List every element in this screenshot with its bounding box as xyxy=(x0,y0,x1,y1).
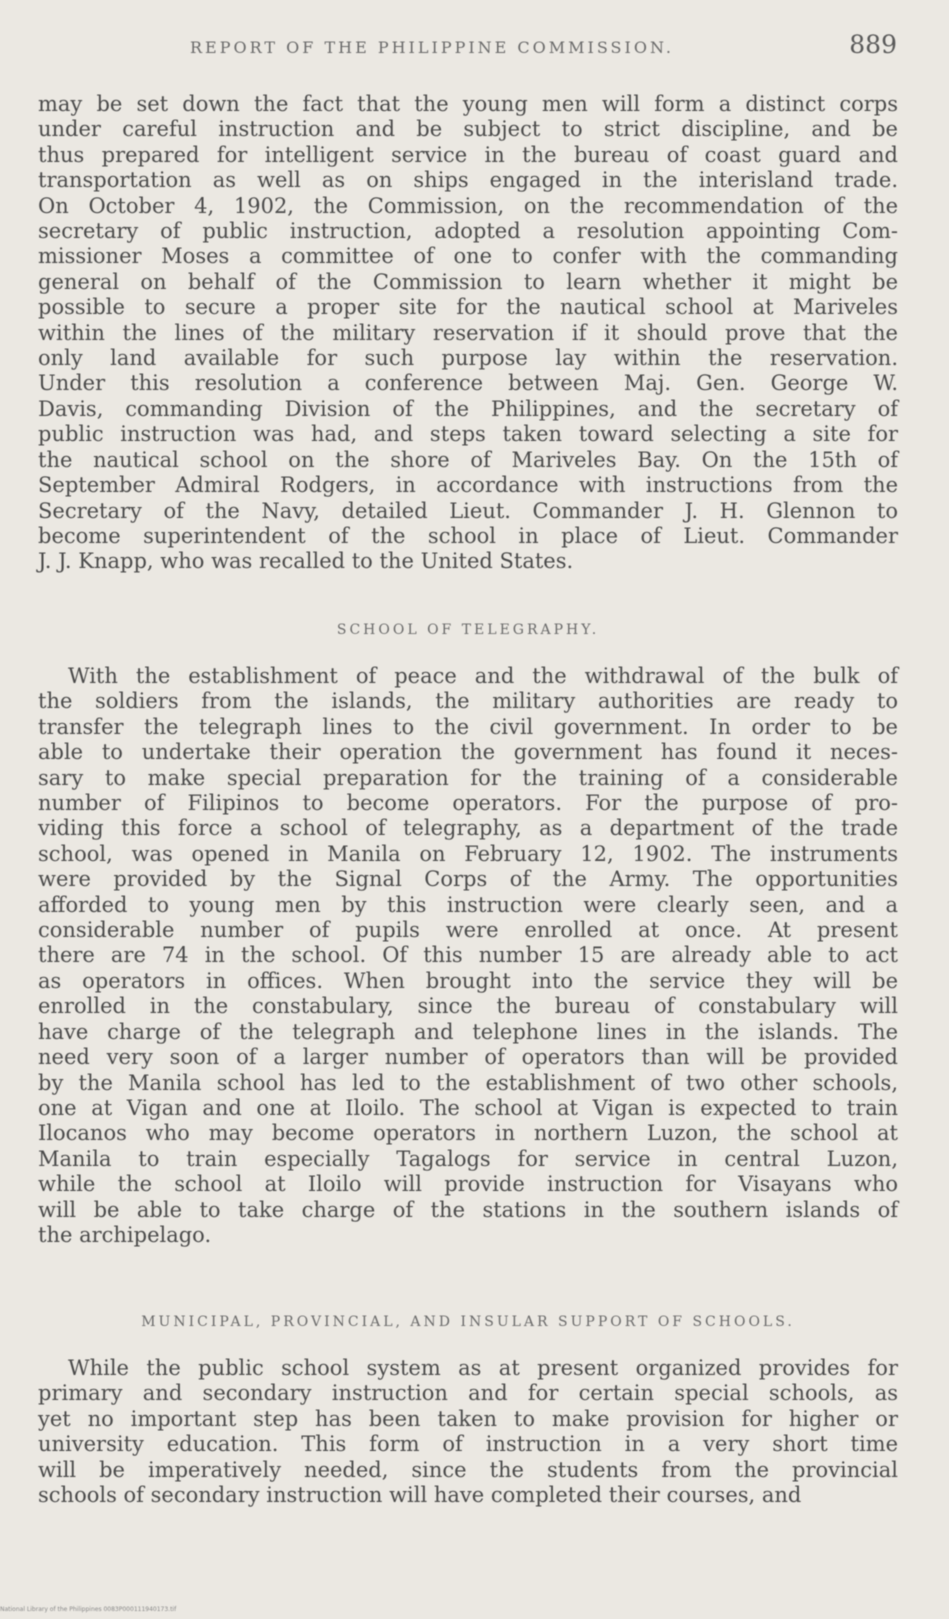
text-line: transportation as well as on ships engaged in the interisland trade. xyxy=(38,168,898,193)
text-line: become superintendent of the school in place of Lieut. Commander xyxy=(38,523,898,548)
text-line: under careful instruction and be subject to strict discipline, and be xyxy=(38,117,898,142)
text-line: thus prepared for intelligent service in the bureau of coast guard and xyxy=(38,142,898,167)
paragraph-text xyxy=(38,664,898,1248)
text-line: Secretary of the Navy, detailed Lieut. Commander J. H. Glennon to xyxy=(38,498,898,523)
text-line: were provided by the Signal Corps of the Army. The opportunities xyxy=(38,867,898,892)
text-line: need very soon of a larger number of operators than will be provided xyxy=(38,1045,898,1070)
text-line: enrolled in the constabulary, since the bureau of constabulary will xyxy=(38,994,898,1019)
section-heading-school-support: MUNICIPAL, PROVINCIAL, AND INSULAR SUPPORT OF SCHOOLS. xyxy=(141,1314,795,1330)
text-line: possible to secure a proper site for the nautical school at Mariveles xyxy=(38,295,898,320)
section-heading-telegraphy: SCHOOL OF TELEGRAPHY. xyxy=(336,622,600,638)
paragraph-text xyxy=(38,92,898,575)
text-line: able to undertake their operation the government has found it neces- xyxy=(38,740,898,765)
text-line: Manila to train especially Tagalogs for service in central Luzon, xyxy=(38,1146,898,1171)
text-line: secretary of public instruction, adopted a resolution appointing Com- xyxy=(38,219,898,244)
text-line: school, was opened in Manila on February 12, 1902. The instruments xyxy=(38,841,898,866)
text-line: general on behalf of the Commission to learn whether it might be xyxy=(38,269,898,294)
text-line: primary and secondary instruction and for certain special schools, as xyxy=(38,1381,898,1406)
text-line: the soldiers from the islands, the military authorities are ready to xyxy=(38,689,898,714)
text-line: the nautical school on the shore of Mariveles Bay. On the 15th of xyxy=(38,447,898,472)
paragraph-telegraphy xyxy=(38,664,898,1248)
text-line: while the school at Iloilo will provide instruction for Visayans who xyxy=(38,1172,898,1197)
text-line: only land available for such purpose lay within the reservation. xyxy=(38,346,898,371)
text-line: J. J. Knapp, who was recalled to the United States. xyxy=(38,549,574,574)
text-line: Ilocanos who may become operators in northern Luzon, the school at xyxy=(38,1121,898,1146)
text-line: as operators in offices. When brought into the service they will be xyxy=(38,968,898,993)
text-line: viding this force a school of telegraphy, as a department of the trade xyxy=(38,816,898,841)
text-line: schools of secondary instruction will have completed their courses, and xyxy=(38,1483,802,1508)
text-line: transfer the telegraph lines to the civil government. In order to be xyxy=(38,714,898,739)
text-line: September Admiral Rodgers, in accordance with instructions from the xyxy=(38,473,898,498)
text-line: will be able to take charge of the stations in the southern islands of xyxy=(38,1197,898,1222)
text-line: considerable number of pupils were enrolled at once. At present xyxy=(38,918,898,943)
running-title: REPORT OF THE PHILIPPINE COMMISSION. xyxy=(190,38,675,57)
text-line: may be set down the fact that the young men will form a distinct corps xyxy=(38,92,898,116)
paragraph-nautical-school xyxy=(38,92,898,575)
page-number: 889 xyxy=(849,30,897,59)
text-line: one at Vigan and one at Iloilo. The school at Vigan is expected to train xyxy=(38,1095,898,1120)
text-line: the archipelago. xyxy=(38,1222,212,1247)
text-line: Davis, commanding Division of the Philippines, and the secretary of xyxy=(38,396,898,421)
text-line: will be imperatively needed, since the students from the provincial xyxy=(38,1457,898,1482)
text-line: While the public school system as at present organized provides for xyxy=(68,1356,898,1380)
text-line: yet no important step has been taken to make provision for higher or xyxy=(38,1406,898,1431)
paragraph-school-support xyxy=(38,1356,898,1508)
text-line: by the Manila school has led to the establishment of two other schools, xyxy=(38,1070,898,1095)
text-line: university education. This form of instruction in a very short time xyxy=(38,1432,898,1457)
paragraph-text xyxy=(38,1356,898,1508)
scan-footer: National Library of the Philippines 0083P000111940173.tif xyxy=(0,1606,177,1613)
text-line: Under this resolution a conference between Maj. Gen. George W. xyxy=(38,371,898,396)
text-line: have charge of the telegraph and telephone lines in the islands. The xyxy=(38,1019,898,1044)
text-line: On October 4, 1902, the Commission, on the recommendation of the xyxy=(38,193,898,218)
text-line: With the establishment of peace and the withdrawal of the bulk of xyxy=(68,664,898,688)
text-line: missioner Moses a committee of one to confer with the commanding xyxy=(38,244,898,269)
text-line: within the lines of the military reservation if it should prove that the xyxy=(38,320,898,345)
text-line: afforded to young men by this instruction were clearly seen, and a xyxy=(38,892,898,917)
text-line: public instruction was had, and steps taken toward selecting a site for xyxy=(38,422,898,447)
text-line: there are 74 in the school. Of this number 15 are already able to act xyxy=(38,943,898,968)
text-line: number of Filipinos to become operators. For the purpose of pro- xyxy=(38,791,898,816)
text-line: sary to make special preparation for the training of a considerable xyxy=(38,765,898,790)
